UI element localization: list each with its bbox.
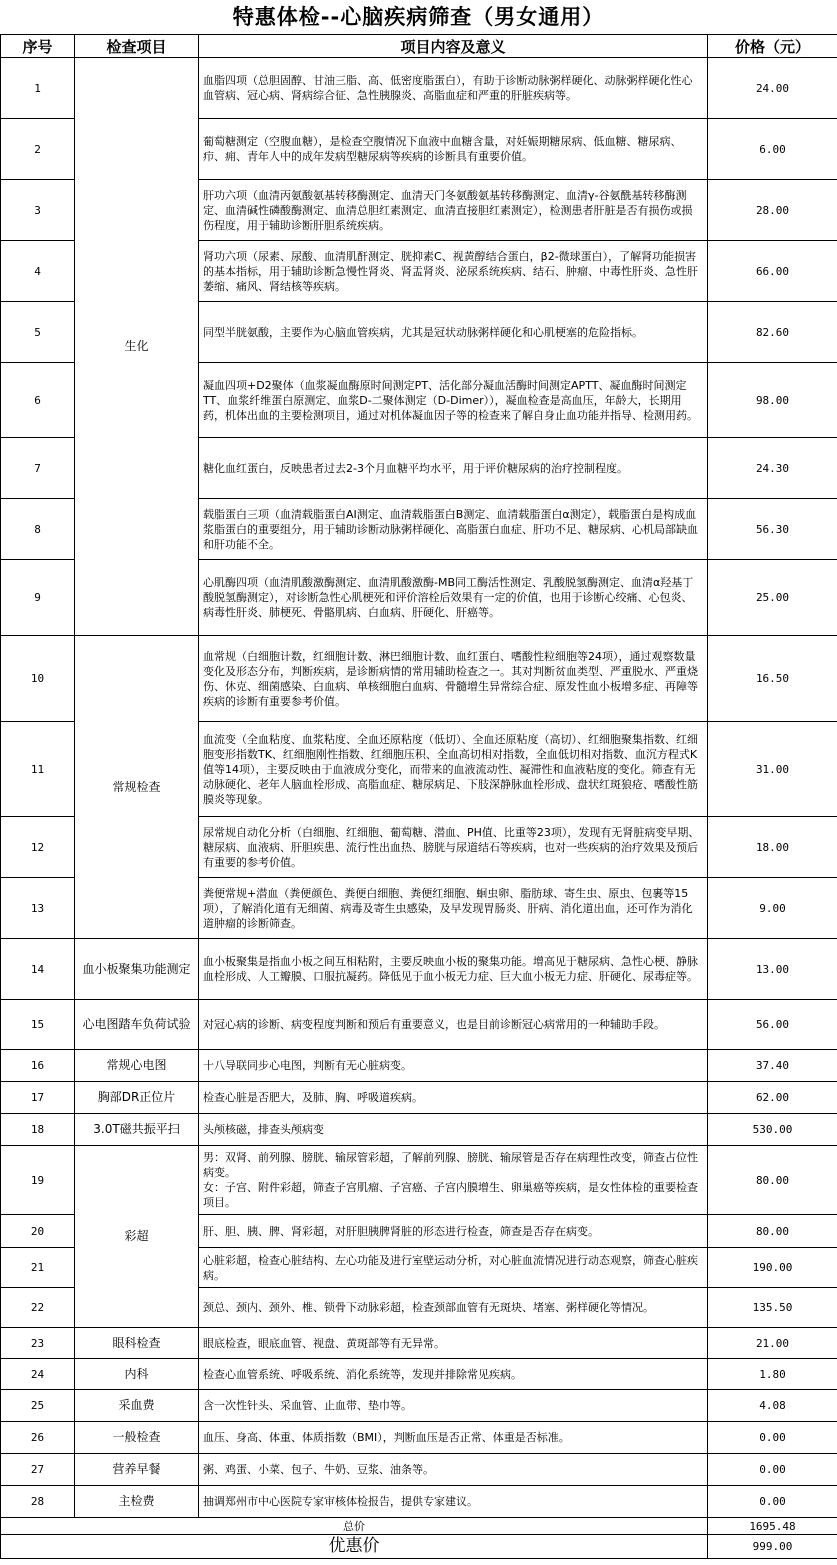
row-no: 24	[1, 1359, 75, 1390]
category-cell: 一般检查	[75, 1422, 199, 1454]
row-description: 心脏彩超，检查心脏结构、左心功能及进行室壁运动分析，对心脏血流情况进行动态观察，筛查心脏疾病。	[199, 1248, 708, 1288]
row-price: 56.30	[708, 499, 837, 560]
row-no: 4	[1, 241, 75, 302]
row-price: 24.00	[708, 58, 837, 119]
row-description: 检查心血管系统、呼吸系统、消化系统等，发现并排除常见疾病。	[199, 1359, 708, 1390]
row-price: 1.80	[708, 1359, 837, 1390]
row-description: 血常规（白细胞计数，红细胞计数、淋巴细胞计数、血红蛋白、嗜酸性粒细胞等24项），通过观察数量变化及形态分布，判断疾病，是诊断病情的常用辅助检查之一。其对判断贫血类型、严重脱水、严重烧伤、休克、细菌感染、白血病、单核细胞白血病、骨髓增生异常综合症、原发性血小板增多症、再障等疾病的诊断有重要参考价值。	[199, 636, 708, 722]
row-no: 12	[1, 817, 75, 878]
table-row	[1, 636, 837, 722]
row-no: 21	[1, 1248, 75, 1288]
row-price: 25.00	[708, 560, 837, 636]
total-value: 1695.48	[708, 1518, 837, 1535]
row-no: 19	[1, 1146, 75, 1215]
row-no: 2	[1, 119, 75, 180]
row-no: 27	[1, 1454, 75, 1486]
row-price: 98.00	[708, 363, 837, 438]
table-row	[1, 1082, 837, 1114]
row-description: 头颅核磁，排查头颅病变	[199, 1114, 708, 1146]
row-description: 糖化血红蛋白，反映患者过去2-3个月血糖平均水平，用于评价糖尿病的治疗控制程度。	[199, 438, 708, 499]
row-description: 粪便常规+潜血（粪便颜色、粪便白细胞、粪便红细胞、蛔虫卵、脂肪球、寄生虫、原虫、包裹等15项），了解消化道有无细菌、病毒及寄生虫感染，及早发现胃肠炎、肝病、消化道出血，还可作为消化道肿瘤的诊断筛查。	[199, 878, 708, 939]
table-row	[1, 939, 837, 1000]
category-cell: 胸部DR正位片	[75, 1082, 199, 1114]
row-description: 同型半胱氨酸，主要作为心脑血管疾病，尤其是冠状动脉粥样硬化和心肌梗塞的危险指标。	[199, 302, 708, 363]
row-price: 80.00	[708, 1215, 837, 1248]
category-cell: 眼科检查	[75, 1328, 199, 1359]
category-cell: 彩超	[75, 1146, 199, 1328]
row-price: 13.00	[708, 939, 837, 1000]
row-price: 18.00	[708, 817, 837, 878]
table-row	[1, 1486, 837, 1518]
category-cell: 营养早餐	[75, 1454, 199, 1486]
row-price: 80.00	[708, 1146, 837, 1215]
row-description: 粥、鸡蛋、小菜、包子、牛奶、豆浆、油条等。	[199, 1454, 708, 1486]
row-price: 62.00	[708, 1082, 837, 1114]
row-no: 23	[1, 1328, 75, 1359]
discount-value: 999.00	[708, 1535, 837, 1559]
category-cell: 心电图踏车负荷试验	[75, 1000, 199, 1050]
category-cell: 常规心电图	[75, 1050, 199, 1082]
row-price: 0.00	[708, 1422, 837, 1454]
row-price: 4.08	[708, 1390, 837, 1422]
row-price: 37.40	[708, 1050, 837, 1082]
table-row	[1, 1422, 837, 1454]
header-category: 检查项目	[75, 35, 199, 58]
table-row	[1, 1328, 837, 1359]
row-price: 28.00	[708, 180, 837, 241]
row-description: 检查心脏是否肥大，及肺、胸、呼吸道疾病。	[199, 1082, 708, 1114]
row-price: 66.00	[708, 241, 837, 302]
row-no: 6	[1, 363, 75, 438]
row-price: 135.50	[708, 1288, 837, 1328]
category-cell: 内科	[75, 1359, 199, 1390]
row-description: 载脂蛋白三项（血清载脂蛋白AⅠ测定、血清载脂蛋白B测定、血清载脂蛋白α测定），载脂蛋白是构成血浆脂蛋白的重要组分，用于辅助诊断动脉粥样硬化、高脂蛋白血症、肝功不足、糖尿病、心机局部缺血和肝功能不全。	[199, 499, 708, 560]
row-no: 13	[1, 878, 75, 939]
row-no: 18	[1, 1114, 75, 1146]
row-price: 0.00	[708, 1486, 837, 1518]
row-price: 190.00	[708, 1248, 837, 1288]
row-description: 心肌酶四项（血清肌酸激酶测定、血清肌酸激酶-MB同工酶活性测定、乳酸脱氢酶测定、血清α羟基丁酸脱氢酶测定），对诊断急性心肌梗死和评价溶栓后效果有一定的价值，也用于诊断心绞痛、心包炎、病毒性肝炎、肺梗死、骨骼肌病、白血病、肝硬化、肝癌等。	[199, 560, 708, 636]
row-description: 血脂四项（总胆固醇、甘油三脂、高、低密度脂蛋白），有助于诊断动脉粥样硬化、动脉粥样硬化性心血管病、冠心病、肾病综合征、急性胰腺炎、高脂血症和严重的肝脏疾病等。	[199, 58, 708, 119]
category-cell: 主检费	[75, 1486, 199, 1518]
table-header-row	[1, 35, 837, 58]
row-description: 肝功六项（血清丙氨酸氨基转移酶测定、血清天门冬氨酸氨基转移酶测定、血清γ-谷氨酰基转移酶测定、血清碱性磷酸酶测定、血清总胆红素测定、血清直接胆红素测定），检测患者肝脏是否有损伤或损伤程度，用于辅助诊断肝胆系统疾病。	[199, 180, 708, 241]
row-description: 肾功六项（尿素、尿酸、血清肌酐测定、胱抑素C、视黄醇结合蛋白，β2-微球蛋白），了解肾功能损害的基本指标，用于辅助诊断急慢性肾炎、肾盂肾炎、泌尿系统疾病、结石、肿瘤、中毒性肝炎、急性肝萎缩、痛风、肾结核等疾病。	[199, 241, 708, 302]
row-price: 0.00	[708, 1454, 837, 1486]
category-cell: 3.0T磁共振平扫	[75, 1114, 199, 1146]
row-description: 血流变（全血粘度、血浆粘度、全血还原粘度（低切）、全血还原粘度（高切）、红细胞聚集指数、红细胞变形指数TK、红细胞刚性指数、红细胞压积、全血高切相对指数，全血低切相对指数、血沉方程式K值等14项），主要反映由于血液成分变化，而带来的血液流动性、凝滞性和血液粘度的变化。筛查有无动脉硬化、老年人脑血栓形成、高脂血症、糖尿病足、下肢深静脉血栓形成、盘状红斑狼疮、嗜酸性筋膜炎等现象。	[199, 722, 708, 817]
row-no: 16	[1, 1050, 75, 1082]
row-description: 血小板聚集是指血小板之间互相粘附，主要反映血小板的聚集功能。增高见于糖尿病、急性心梗、静脉血栓形成、人工瓣膜、口服抗凝药。降低见于血小板无力症、巨大血小板无力症、肝硬化、尿毒症等。	[199, 939, 708, 1000]
sheet-title: 特惠体检--心脑疾病筛查（男女通用）	[232, 5, 605, 29]
row-description: 血压、身高、体重、体质指数（BMI），判断血压是否正常、体重是否标准。	[199, 1422, 708, 1454]
row-price: 16.50	[708, 636, 837, 722]
category-cell: 生化	[75, 58, 199, 636]
header-no: 序号	[1, 35, 75, 58]
row-no: 15	[1, 1000, 75, 1050]
row-no: 1	[1, 58, 75, 119]
row-no: 20	[1, 1215, 75, 1248]
row-description: 眼底检查，眼底血管、视盘、黄斑部等有无异常。	[199, 1328, 708, 1359]
row-price: 56.00	[708, 1000, 837, 1050]
row-no: 9	[1, 560, 75, 636]
row-no: 17	[1, 1082, 75, 1114]
table-row	[1, 1050, 837, 1082]
row-no: 7	[1, 438, 75, 499]
header-content: 项目内容及意义	[199, 35, 708, 58]
row-price: 31.00	[708, 722, 837, 817]
row-description: 凝血四项+D2聚体（血浆凝血酶原时间测定PT、活化部分凝血活酶时间测定APTT、凝血酶时间测定TT、血浆纤维蛋白原测定、血浆D-二聚体测定（D-Dimer）），凝血检查是高血压，年龄大，长期用药，机体出血的主要检测项目，通过对机体凝血因子等的检查来了解自身止血功能并指导、检测用药。	[199, 363, 708, 438]
row-description	[199, 1146, 708, 1215]
row-no: 14	[1, 939, 75, 1000]
row-description: 尿常规自动化分析（白细胞、红细胞、葡萄糖、潜血、PH值、比重等23项），发现有无肾脏病变早期、糖尿病、血液病、肝胆疾患、流行性出血热、膀胱与尿道结石等疾病，也对一些疾病的治疗效果及预后有重要的参考价值。	[199, 817, 708, 878]
category-cell: 常规检查	[75, 636, 199, 939]
table-row	[1, 1000, 837, 1050]
row-no: 5	[1, 302, 75, 363]
exam-items-table	[0, 34, 837, 1559]
table-row	[1, 1114, 837, 1146]
row-description: 抽调郑州市中心医院专家审核体检报告，提供专家建议。	[199, 1486, 708, 1518]
row-description: 十八导联同步心电图，判断有无心脏病变。	[199, 1050, 708, 1082]
row-no: 10	[1, 636, 75, 722]
row-no: 11	[1, 722, 75, 817]
description-line-male: 男：双肾、前列腺、膀胱、输尿管彩超，了解前列腺、膀胱、输尿管是否存在病理性改变，筛查占位性病变。	[203, 1151, 698, 1179]
table-row	[1, 58, 837, 119]
row-description: 肝、胆、胰、脾、肾彩超，对肝胆胰脾肾脏的形态进行检查，筛查是否存在病变。	[199, 1215, 708, 1248]
row-price: 24.30	[708, 438, 837, 499]
description-line-female: 女：子宫、附件彩超，筛查子宫肌瘤、子宫癌、子宫内膜增生、卵巢癌等疾病，是女性体检的重要检查项目。	[203, 1181, 698, 1209]
row-no: 25	[1, 1390, 75, 1422]
row-price: 21.00	[708, 1328, 837, 1359]
row-no: 3	[1, 180, 75, 241]
row-description: 颈总、颈内、颈外、椎、锁骨下动脉彩超，检查颈部血管有无斑块、堵塞、粥样硬化等情况。	[199, 1288, 708, 1328]
row-description: 葡萄糖测定（空腹血糖），是检查空腹情况下血液中血糖含量，对妊娠期糖尿病、低血糖、糖尿病、疖、痈、青年人中的成年发病型糖尿病等疾病的诊断具有重要价值。	[199, 119, 708, 180]
row-no: 28	[1, 1486, 75, 1518]
total-label: 总价	[1, 1518, 708, 1535]
row-no: 26	[1, 1422, 75, 1454]
table-row	[1, 1146, 837, 1215]
row-no: 8	[1, 499, 75, 560]
category-cell: 血小板聚集功能测定	[75, 939, 199, 1000]
row-price: 530.00	[708, 1114, 837, 1146]
category-cell: 采血费	[75, 1390, 199, 1422]
row-price: 9.00	[708, 878, 837, 939]
discount-label: 优惠价	[1, 1535, 708, 1559]
header-price: 价格（元）	[708, 35, 837, 58]
row-price: 82.60	[708, 302, 837, 363]
row-description: 含一次性针头、采血管、止血带、垫巾等。	[199, 1390, 708, 1422]
row-no: 22	[1, 1288, 75, 1328]
table-row	[1, 1454, 837, 1486]
table-row	[1, 1359, 837, 1390]
discount-row	[1, 1535, 837, 1559]
table-row	[1, 1390, 837, 1422]
row-price: 6.00	[708, 119, 837, 180]
row-description: 对冠心病的诊断、病变程度判断和预后有重要意义，也是目前诊断冠心病常用的一种辅助手段。	[199, 1000, 708, 1050]
total-row	[1, 1518, 837, 1535]
